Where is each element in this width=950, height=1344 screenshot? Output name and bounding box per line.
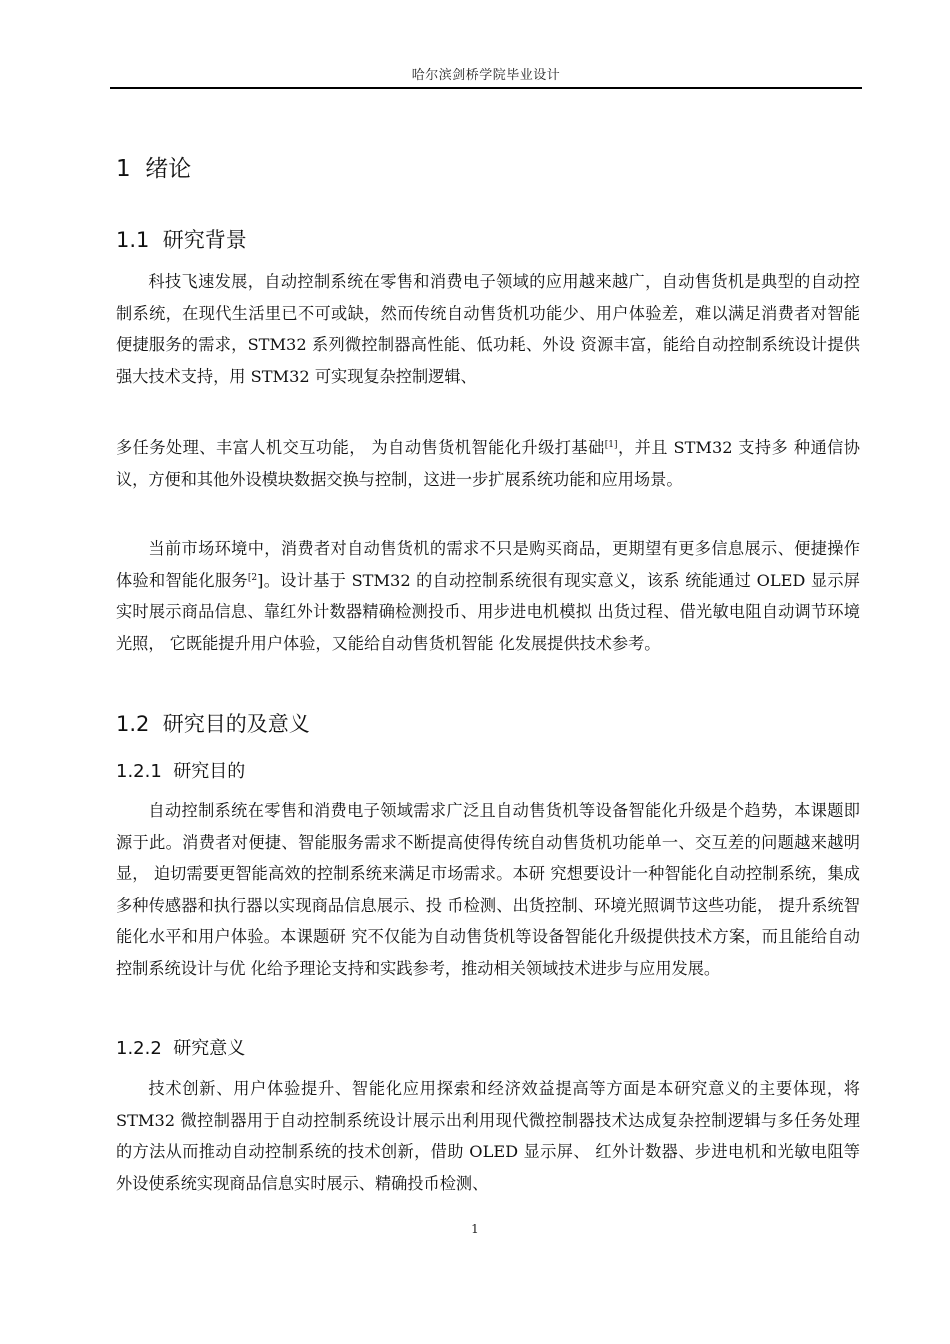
paragraph-text: ，并且 STM32 支持多 种通信协议，方便和其他外设模块数据交换与控制，这进一步扩展系统功能和应用场景。 xyxy=(116,438,860,489)
subsection-heading-1-2-2 xyxy=(116,1034,245,1060)
section-heading-1-1 xyxy=(116,224,247,254)
page-header: 哈尔滨剑桥学院毕业设计 xyxy=(411,68,561,83)
chapter-heading xyxy=(116,150,191,183)
page-number: 1 xyxy=(471,1222,479,1236)
subsection-number: 1.2.1 xyxy=(116,761,162,782)
section-title: 研究背景 xyxy=(162,228,247,252)
paragraph-background-3 xyxy=(116,533,860,659)
section-number: 1.1 xyxy=(116,228,150,252)
paragraph-purpose: 自动控制系统在零售和消费电子领域需求广泛且自动售货机等设备智能化升级是个趋势，本课题即源于此。消费者对便捷、智能服务需求不断提高使得传统自动售货机功能单一、交互差的问题越来越明显， 迫切需要更智能高效的控制系统来满足市场需求。本研 究想要设计一种智能化自动控制系统，集成多种传感器和执行器以实现商品信息展示、投 币检测、出货控制、环境光照调节这些功能， 提升系统智能化水平和用户体验。本课题研 究不仅能为自动售货机等设备智能化升级提供技术方案，而且能给自动控制系统设计与优 化给予理论支持和实践参考，推动相关领域技术进步与应用发展。 xyxy=(116,801,860,978)
paragraph-significance: 技术创新、用户体验提升、智能化应用探索和经济效益提高等方面是本研究意义的主要体现，将 STM32 微控制器用于自动控制系统设计展示出利用现代微控制器技术达成复杂控制逻辑与多任务处理的方法从而推动自动控制系统的技术创新，借助 OLED 显示屏、 红外计数器、步进电机和光敏电阻等外设使系统实现商品信息实时展示、精确投币检测、 xyxy=(116,1079,860,1193)
section-number: 1.2 xyxy=(116,712,150,736)
subsection-title: 研究意义 xyxy=(173,1038,246,1059)
subsection-heading-1-2-1 xyxy=(116,757,245,783)
paragraph-background-2 xyxy=(116,432,860,495)
chapter-title: 绪论 xyxy=(145,156,192,182)
paragraph-text: ]。设计基于 STM32 的自动控制系统很有现实意义，该系 统能通过 OLED 显示屏实时展示商品信息、靠红外计数器精确检测投币、用步进电机模拟 出货过程、借光敏电阻自动调节环境光照， 它既能提升用户体验，又能给自动售货机智能 化发展提供技术参考。 xyxy=(116,570,860,653)
paragraph-background-1: 科技飞速发展，自动控制系统在零售和消费电子领域的应用越来越广，自动售货机是典型的自动控制系统，在现代生活里已不可或缺，然而传统自动售货机功能少、用户体验差，难以满足消费者对智能便捷服务的需求，STM32 系列微控制器高性能、低功耗、外设 资源丰富，能给自动控制系统设计提供强大技术支持，用 STM32 可实现复杂控制逻辑、 xyxy=(116,272,860,386)
paragraph-text: 当前市场环境中，消费者对自动售货机的需求不只是购买商品，更期望有更多信息展示、便捷操作体验和智能化服务 xyxy=(116,539,860,590)
section-heading-1-2 xyxy=(116,708,310,738)
section-title: 研究目的及意义 xyxy=(162,712,310,736)
subsection-title: 研究目的 xyxy=(173,761,246,782)
subsection-number: 1.2.2 xyxy=(116,1038,162,1059)
chapter-number: 1 xyxy=(116,156,131,182)
header-rule xyxy=(110,87,862,89)
paragraph-text: 多任务处理、丰富人机交互功能， 为自动售货机智能化升级打基础 xyxy=(116,438,605,457)
citation-ref-2: [2 xyxy=(247,572,258,583)
citation-ref-1: [1] xyxy=(604,440,618,450)
